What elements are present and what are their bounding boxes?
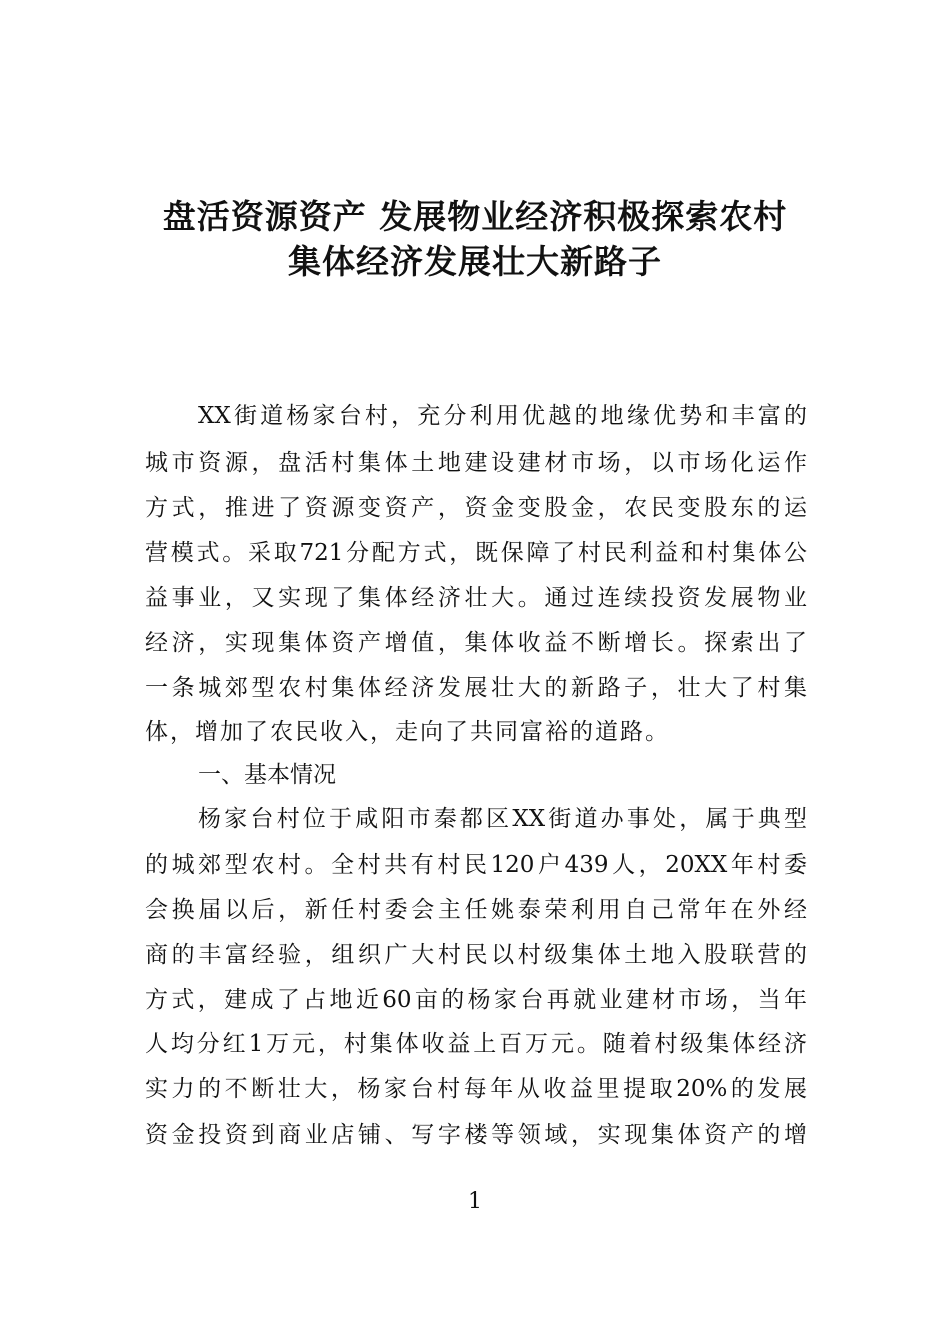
paragraph-2-line-2: 的城郊型农村。全村共有村民120户439人，20XX年村委 [145, 852, 807, 878]
document-title-line-2: 集体经济发展壮大新路子 [288, 242, 662, 281]
paragraph-1-line-7: 一条城郊型农村集体经济发展壮大的新路子，壮大了村集 [145, 675, 807, 701]
paragraph-1-line-2: 城市资源，盘活村集体土地建设建材市场，以市场化运作 [145, 450, 807, 476]
paragraph-2-line-7: 实力的不断壮大，杨家台村每年从收益里提取20%的发展 [145, 1076, 807, 1102]
paragraph-1-line-5: 益事业，又实现了集体经济壮大。通过连续投资发展物业 [145, 585, 807, 611]
paragraph-2-line-4: 商的丰富经验，组织广大村民以村级集体土地入股联营的 [145, 942, 807, 968]
paragraph-1-line-6: 经济，实现集体资产增值，集体收益不断增长。探索出了 [145, 630, 807, 656]
page-number: 1 [468, 1189, 482, 1214]
paragraph-2-line-3: 会换届以后，新任村委会主任姚泰荣利用自己常年在外经 [145, 897, 807, 923]
paragraph-1-line-3: 方式，推进了资源变资产，资金变股金，农民变股东的运 [145, 495, 807, 521]
paragraph-2-line-1: 杨家台村位于咸阳市秦都区XX街道办事处，属于典型 [198, 806, 807, 832]
paragraph-2-line-8: 资金投资到商业店铺、写字楼等领域，实现集体资产的增 [145, 1122, 807, 1148]
paragraph-1-line-4: 营模式。采取721分配方式，既保障了村民利益和村集体公 [145, 540, 807, 566]
paragraph-1-line-8: 体，增加了农民收入，走向了共同富裕的道路。 [145, 719, 670, 745]
paragraph-2-line-5: 方式，建成了占地近60亩的杨家台再就业建材市场，当年 [145, 987, 807, 1013]
document-title-line-1: 盘活资源资产 发展物业经济积极探索农村 [162, 197, 788, 236]
paragraph-1-line-1: XX街道杨家台村，充分利用优越的地缘优势和丰富的 [198, 403, 807, 429]
section-heading-basic-situation: 一、基本情况 [198, 762, 336, 788]
paragraph-2-line-6: 人均分红1万元，村集体收益上百万元。随着村级集体经济 [145, 1031, 807, 1057]
